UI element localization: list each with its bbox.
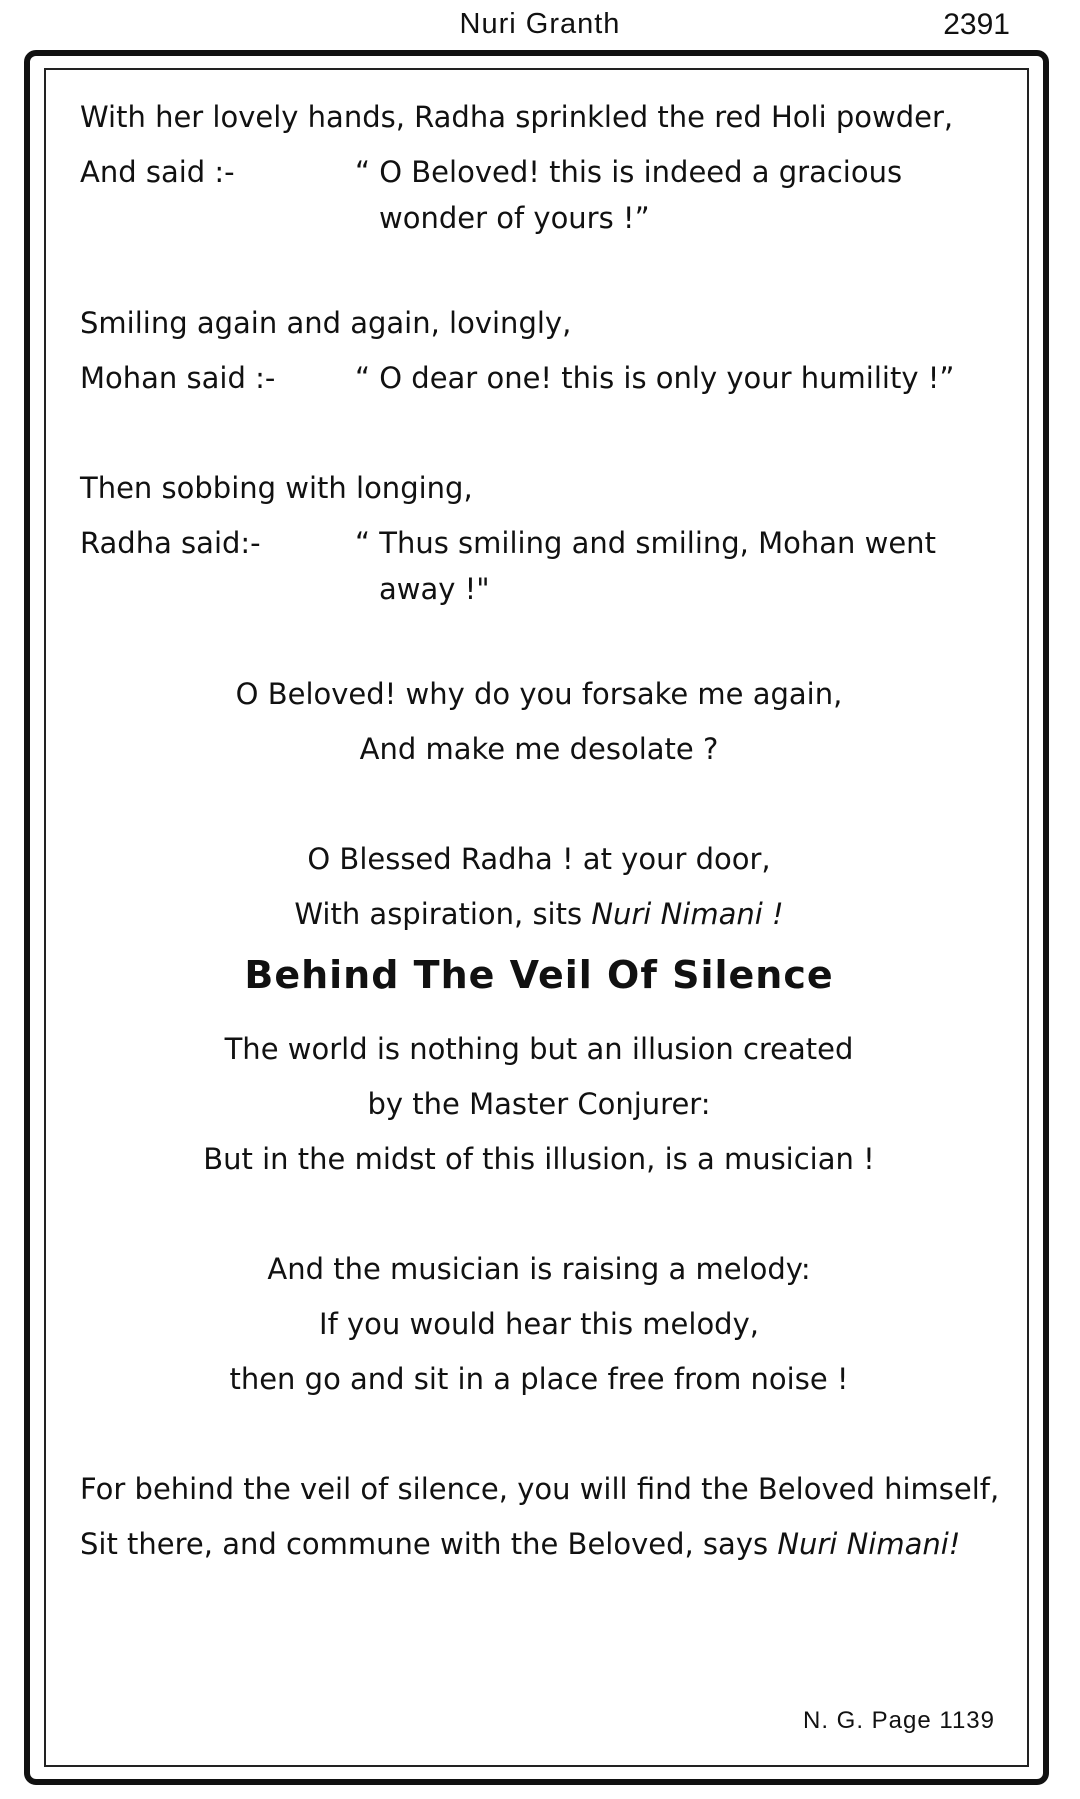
verse-line [80,887,998,942]
speaker-label: Mohan said :- [80,361,276,395]
dialogue-row [80,516,998,612]
verse-line: O Blessed Radha ! at your door, [307,842,771,876]
section-title: Behind The Veil Of Silence [244,953,834,997]
verse-line: With her lovely hands, Radha sprinkled the red Holi powder, [80,100,954,134]
speaker-label: And said :- [80,155,235,189]
verse-line: If you would hear this melody, [319,1307,759,1341]
verse-line: And the musician is raising a melody: [267,1252,811,1286]
quote-text: “ O Beloved! this is indeed a gracious wonder of yours !” [355,155,903,235]
book-title: Nuri Granth [459,8,621,40]
verse-line: O Beloved! why do you forsake me again, [235,677,843,711]
speaker-label: Radha said:- [80,526,261,560]
page-reference: N. G. Page 1139 [803,1707,995,1734]
stanza-2 [80,296,998,406]
stanza-6 [80,1022,998,1187]
stanza-4 [80,667,998,777]
dialogue-row [80,145,998,241]
stanza-1 [80,90,998,241]
stanza-5 [80,832,998,942]
verse-line: then go and sit in a place free from noise ! [229,1362,849,1396]
verse-line: But in the midst of this illusion, is a musician ! [203,1142,875,1176]
stanza-7 [80,1242,998,1407]
author-name: Nuri Nimani ! [591,897,784,931]
verse-text: Sit there, and commune with the Beloved, says [80,1527,778,1561]
verse-line: by the Master Conjurer: [367,1087,711,1121]
verse-line: And make me desolate ? [359,732,719,766]
author-name: Nuri Nimani! [777,1527,961,1561]
stanza-8 [80,1462,998,1572]
verse-line: For behind the veil of silence, you will find the Beloved himself, [80,1472,1000,1506]
verse-line: Then sobbing with longing, [80,471,473,505]
verse-text: With aspiration, sits [294,897,592,931]
poem-body [80,90,998,1572]
verse-line [80,1517,998,1572]
verse-line: Smiling again and again, lovingly, [80,306,572,340]
quote-text: “ O dear one! this is only your humility !” [355,361,955,395]
quote-text: “ Thus smiling and smiling, Mohan went away !" [355,526,936,606]
dialogue-row [80,351,998,406]
stanza-3 [80,461,998,612]
verse-line: The world is nothing but an illusion created [224,1032,854,1066]
page-number: 2391 [943,8,1010,41]
